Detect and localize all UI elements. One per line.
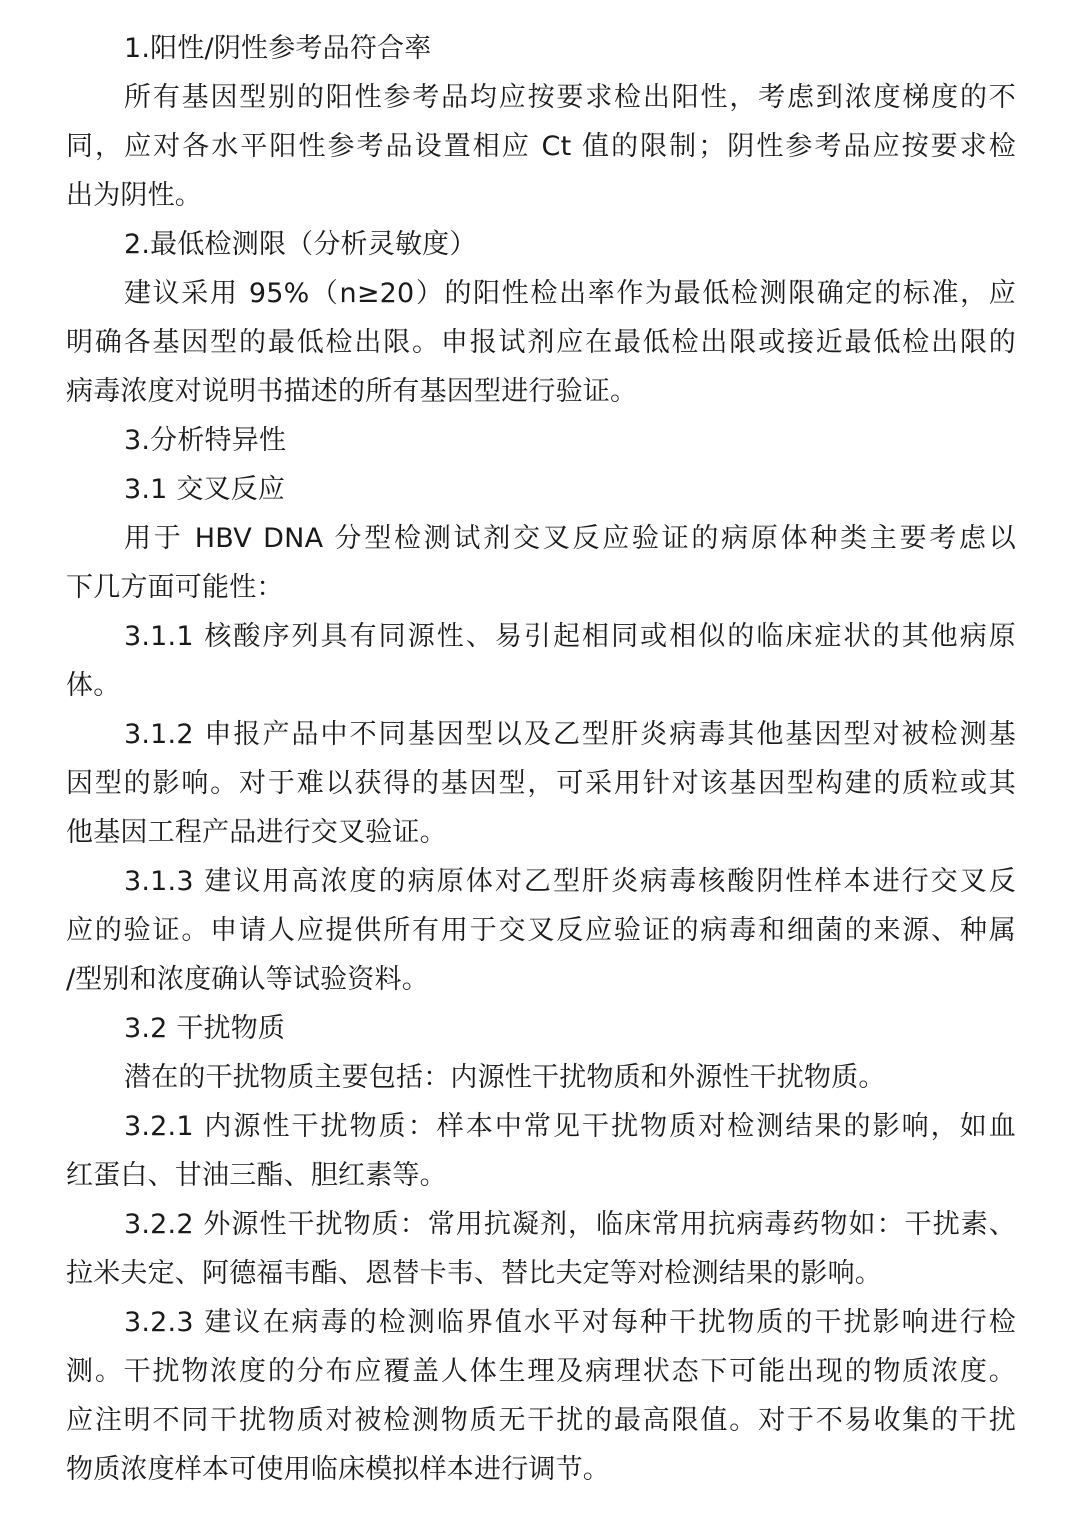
paragraph-line: 3.2.1 内源性干扰物质：样本中常见干扰物质对检测结果的影响，如血: [124, 1111, 1016, 1142]
heading-cross-reaction: 3.1 交叉反应: [124, 474, 286, 505]
heading-detection-limit: 2.最低检测限（分析灵敏度）: [124, 229, 477, 260]
paragraph-line: 建议采用 95%（n≥20）的阳性检出率作为最低检测限确定的标准，应: [124, 278, 1016, 309]
heading-specificity: 3.分析特异性: [124, 425, 287, 456]
paragraph-line: 因型的影响。对于难以获得的基因型，可采用针对该基因型构建的质粒或其: [66, 768, 1016, 799]
paragraph-line: 3.2.3 建议在病毒的检测临界值水平对每种干扰物质的干扰影响进行检: [124, 1307, 1016, 1338]
paragraph-line: 红蛋白、甘油三酯、胆红素等。: [66, 1160, 447, 1191]
paragraph-line: 物质浓度样本可使用临床模拟样本进行调节。: [66, 1454, 610, 1485]
paragraph-line: 出为阴性。: [66, 180, 202, 211]
heading-reference-compliance: 1.阳性/阴性参考品符合率: [124, 33, 432, 64]
paragraph-line: 拉米夫定、阿德福韦酯、恩替卡韦、替比夫定等对检测结果的影响。: [66, 1258, 882, 1289]
paragraph-line: 应注明不同干扰物质对被检测物质无干扰的最高限值。对于不易收集的干扰: [66, 1405, 1016, 1436]
paragraph-line: 3.2.2 外源性干扰物质：常用抗凝剂，临床常用抗病毒药物如：干扰素、: [124, 1209, 1016, 1240]
paragraph-line: 下几方面可能性：: [66, 572, 284, 603]
paragraph-line: 3.1.3 建议用高浓度的病原体对乙型肝炎病毒核酸阴性样本进行交叉反: [124, 866, 1016, 897]
paragraph-line: 测。干扰物浓度的分布应覆盖人体生理及病理状态下可能出现的物质浓度。: [66, 1356, 1016, 1387]
paragraph-line: 同，应对各水平阳性参考品设置相应 Ct 值的限制；阴性参考品应按要求检: [66, 131, 1016, 162]
paragraph-line: 应的验证。申请人应提供所有用于交叉反应验证的病毒和细菌的来源、种属: [66, 915, 1016, 946]
heading-interference: 3.2 干扰物质: [124, 1013, 286, 1044]
paragraph-line: 用于 HBV DNA 分型检测试剂交叉反应验证的病原体种类主要考虑以: [124, 523, 1016, 554]
paragraph-line: 3.1.1 核酸序列具有同源性、易引起相同或相似的临床症状的其他病原: [124, 621, 1016, 652]
paragraph-line: 病毒浓度对说明书描述的所有基因型进行验证。: [66, 376, 638, 407]
paragraph-line: 体。: [66, 670, 121, 701]
paragraph-line: /型别和浓度确认等试验资料。: [66, 964, 429, 995]
paragraph-line: 他基因工程产品进行交叉验证。: [66, 817, 447, 848]
paragraph-line: 明确各基因型的最低检出限。申报试剂应在最低检出限或接近最低检出限的: [66, 327, 1016, 358]
paragraph-line: 所有基因型别的阳性参考品均应按要求检出阳性，考虑到浓度梯度的不: [124, 82, 1016, 113]
paragraph-line: 3.1.2 申报产品中不同基因型以及乙型肝炎病毒其他基因型对被检测基: [124, 719, 1016, 750]
paragraph-line: 潜在的干扰物质主要包括：内源性干扰物质和外源性干扰物质。: [124, 1062, 886, 1093]
